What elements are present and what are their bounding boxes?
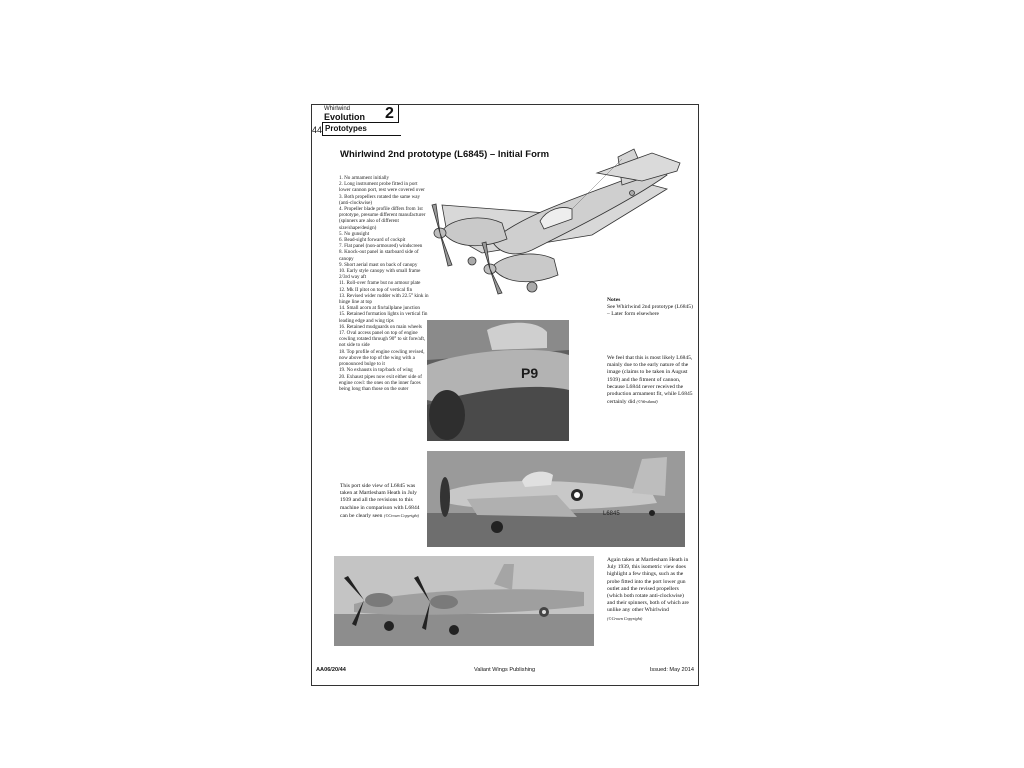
header-series: Whirlwind bbox=[324, 106, 351, 112]
list-item: 12. Mk II pitot on top of vertical fin bbox=[339, 286, 413, 293]
list-item: 3. Both propellers rotated the same way (anti-clockwise) bbox=[339, 193, 421, 206]
photo-isometric bbox=[334, 556, 594, 646]
photo-credit: (©Crown Copyright) bbox=[607, 615, 643, 621]
caption-port-side bbox=[340, 483, 425, 520]
notes-heading: Notes bbox=[607, 297, 621, 303]
list-item: 15. Retained formation lights in vertical fin leading edge and wing tips bbox=[339, 311, 428, 324]
photo-port-side bbox=[427, 451, 685, 547]
list-item: 20. Exhaust pipes now exit either side of engine cowl: the ones on the inner faces being long than those on the outer bbox=[339, 373, 422, 392]
caption-text: This port side view of L6845 was taken at Martlesham Heath in July 1939 and all the revisions to this machine in comparison with L6844 can be clearly seen bbox=[340, 483, 420, 519]
caption-text: Again taken at Martlesham Heath in July 1939, this isometric view does highlight a few things, such as the probe fitted into the port lower gun outlet and the revised propellers (which both rotate anti-clockwise) and their spinners, both of which are unlike any other Whirlwind bbox=[607, 557, 689, 614]
list-item: 10. Early style canopy with small frame 2/3rd way aft bbox=[339, 268, 421, 281]
list-item: 18. Top profile of engine cowling revised, now above the top of the wing with a pronounced bulge to it bbox=[339, 348, 425, 368]
footer-code: AA06/20/44 bbox=[316, 667, 346, 673]
caption-isometric bbox=[607, 557, 693, 622]
list-item: 13. Revised wider rudder with 22.5° kink in hinge line at top bbox=[339, 292, 429, 306]
section-name: Prototypes bbox=[322, 123, 401, 136]
feature-list bbox=[339, 175, 429, 392]
list-item: 1. No armament initially bbox=[339, 175, 390, 181]
page-title: Whirlwind 2nd prototype (L6845) – Initial Form bbox=[340, 149, 550, 160]
caption-identity bbox=[607, 355, 693, 406]
photo-closeup bbox=[427, 320, 569, 441]
notes-caption bbox=[607, 297, 693, 319]
closeup-image bbox=[427, 320, 569, 441]
list-item: 16. Retained mudguards on main wheels bbox=[339, 323, 422, 330]
list-item: 17. Oval access panel on top of engine cowling rotated through 90° to sit fore/aft, not side to side bbox=[339, 330, 426, 349]
list-item: 2. Long instrument probe fitted in port lower cannon port, rest were covered over bbox=[339, 181, 425, 194]
document-page bbox=[311, 104, 699, 686]
photo-credit: (©Westland) bbox=[636, 399, 658, 405]
photo-credit: (©Crown Copyright) bbox=[383, 512, 420, 518]
footer-publisher: Valiant Wings Publishing bbox=[474, 667, 536, 673]
list-item: 9. Short aerial mast on back of canopy bbox=[339, 261, 418, 268]
list-item: 6. Bead-sight forward of cockpit bbox=[339, 237, 406, 244]
caption-text: We feel that this is most likely L6845, mainly due to the early nature of the image (claims to be taken in August 1939) and the fitment of cannon, because L6844 never received the production armament fit, while L6845 certainly did bbox=[607, 355, 693, 406]
chapter-number: 2 bbox=[385, 105, 394, 122]
serial-marking: L6845 bbox=[603, 511, 620, 517]
list-item: 5. No gunsight bbox=[339, 230, 370, 237]
page-number: 44 bbox=[312, 125, 323, 135]
header-title: Evolution bbox=[324, 112, 365, 122]
fuselage-code: P9 bbox=[521, 365, 539, 381]
list-item: 7. Flat panel (non-armoured) windscreen bbox=[339, 243, 423, 250]
list-item: 11. Roll-over frame but no armour plate bbox=[339, 280, 421, 287]
notes-text: See Whirlwind 2nd prototype (L6845) – Later form elsewhere bbox=[607, 304, 693, 318]
list-item: 14. Small acorn at fin/tailplane junction bbox=[339, 305, 420, 312]
list-item: 8. Knock-out panel in starboard side of canopy bbox=[339, 249, 419, 262]
footer-issue: Issued: May 2014 bbox=[649, 667, 694, 673]
isometric-image bbox=[334, 556, 594, 646]
list-item: 4. Propeller blade profile differs from 1st prototype, presume different manufacturer (spinners are also of different size/shape/design) bbox=[339, 206, 426, 231]
list-item: 19. No exhausts in top/back of wing bbox=[339, 367, 413, 374]
aircraft-drawing bbox=[422, 145, 692, 295]
port-side-image bbox=[427, 451, 685, 547]
